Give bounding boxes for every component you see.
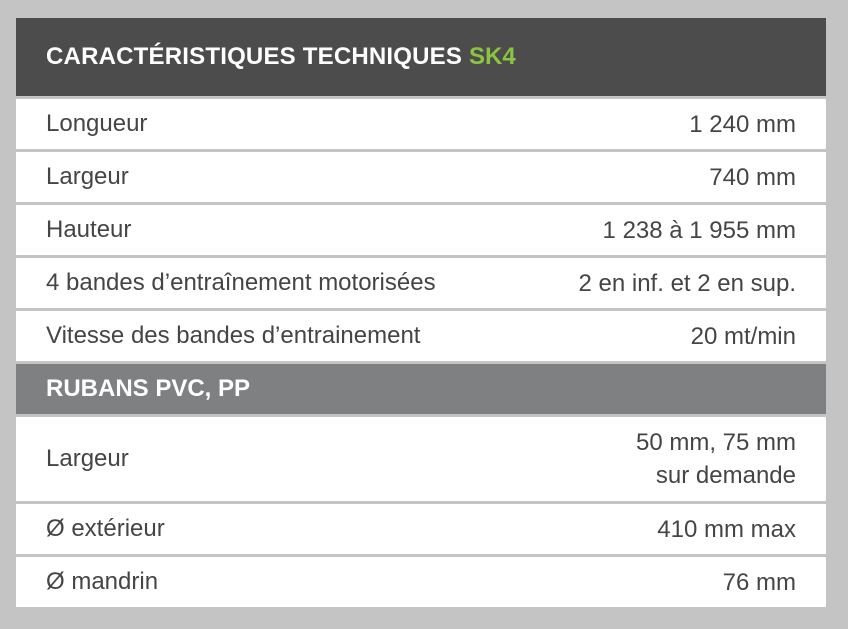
spec-value: 20 mt/min [690,322,796,350]
header-title: CARACTÉRISTIQUES TECHNIQUES [46,43,463,70]
spec-label: Longueur [46,110,148,137]
spec-row-diametre-mandrin [16,557,826,607]
spec-value: 1 240 mm [689,110,796,138]
spec-label: Ø extérieur [46,515,165,542]
spec-row-hauteur [16,205,826,255]
spec-row-diametre-exterieur [16,504,826,554]
spec-label: Vitesse des bandes d’entrainement [46,322,421,349]
header-model: SK4 [468,43,516,70]
table-header [16,18,826,96]
spec-label: Largeur [46,163,129,190]
spec-value-line1: 50 mm, 75 mm [635,429,796,456]
spec-row-longueur [16,99,826,149]
spec-label: 4 bandes d’entraînement motorisées [46,269,436,296]
section-header-rubans: RUBANS PVC, PP [16,364,826,414]
spec-row-bandes [16,258,826,308]
spec-row-vitesse [16,311,826,361]
spec-row-ruban-largeur [16,417,826,501]
spec-table [16,18,826,607]
spec-label: Largeur [46,445,129,472]
spec-value: 76 mm [722,568,796,596]
spec-value: 740 mm [709,163,796,191]
spec-value-line2: sur demande [655,462,796,489]
spec-label: Ø mandrin [46,568,159,595]
spec-label: Hauteur [46,216,132,243]
spec-value: 2 en inf. et 2 en sup. [578,269,796,297]
spec-value: 1 238 à 1 955 mm [602,216,796,244]
spec-value [636,426,796,492]
spec-row-largeur [16,152,826,202]
spec-value: 410 mm max [657,515,796,543]
